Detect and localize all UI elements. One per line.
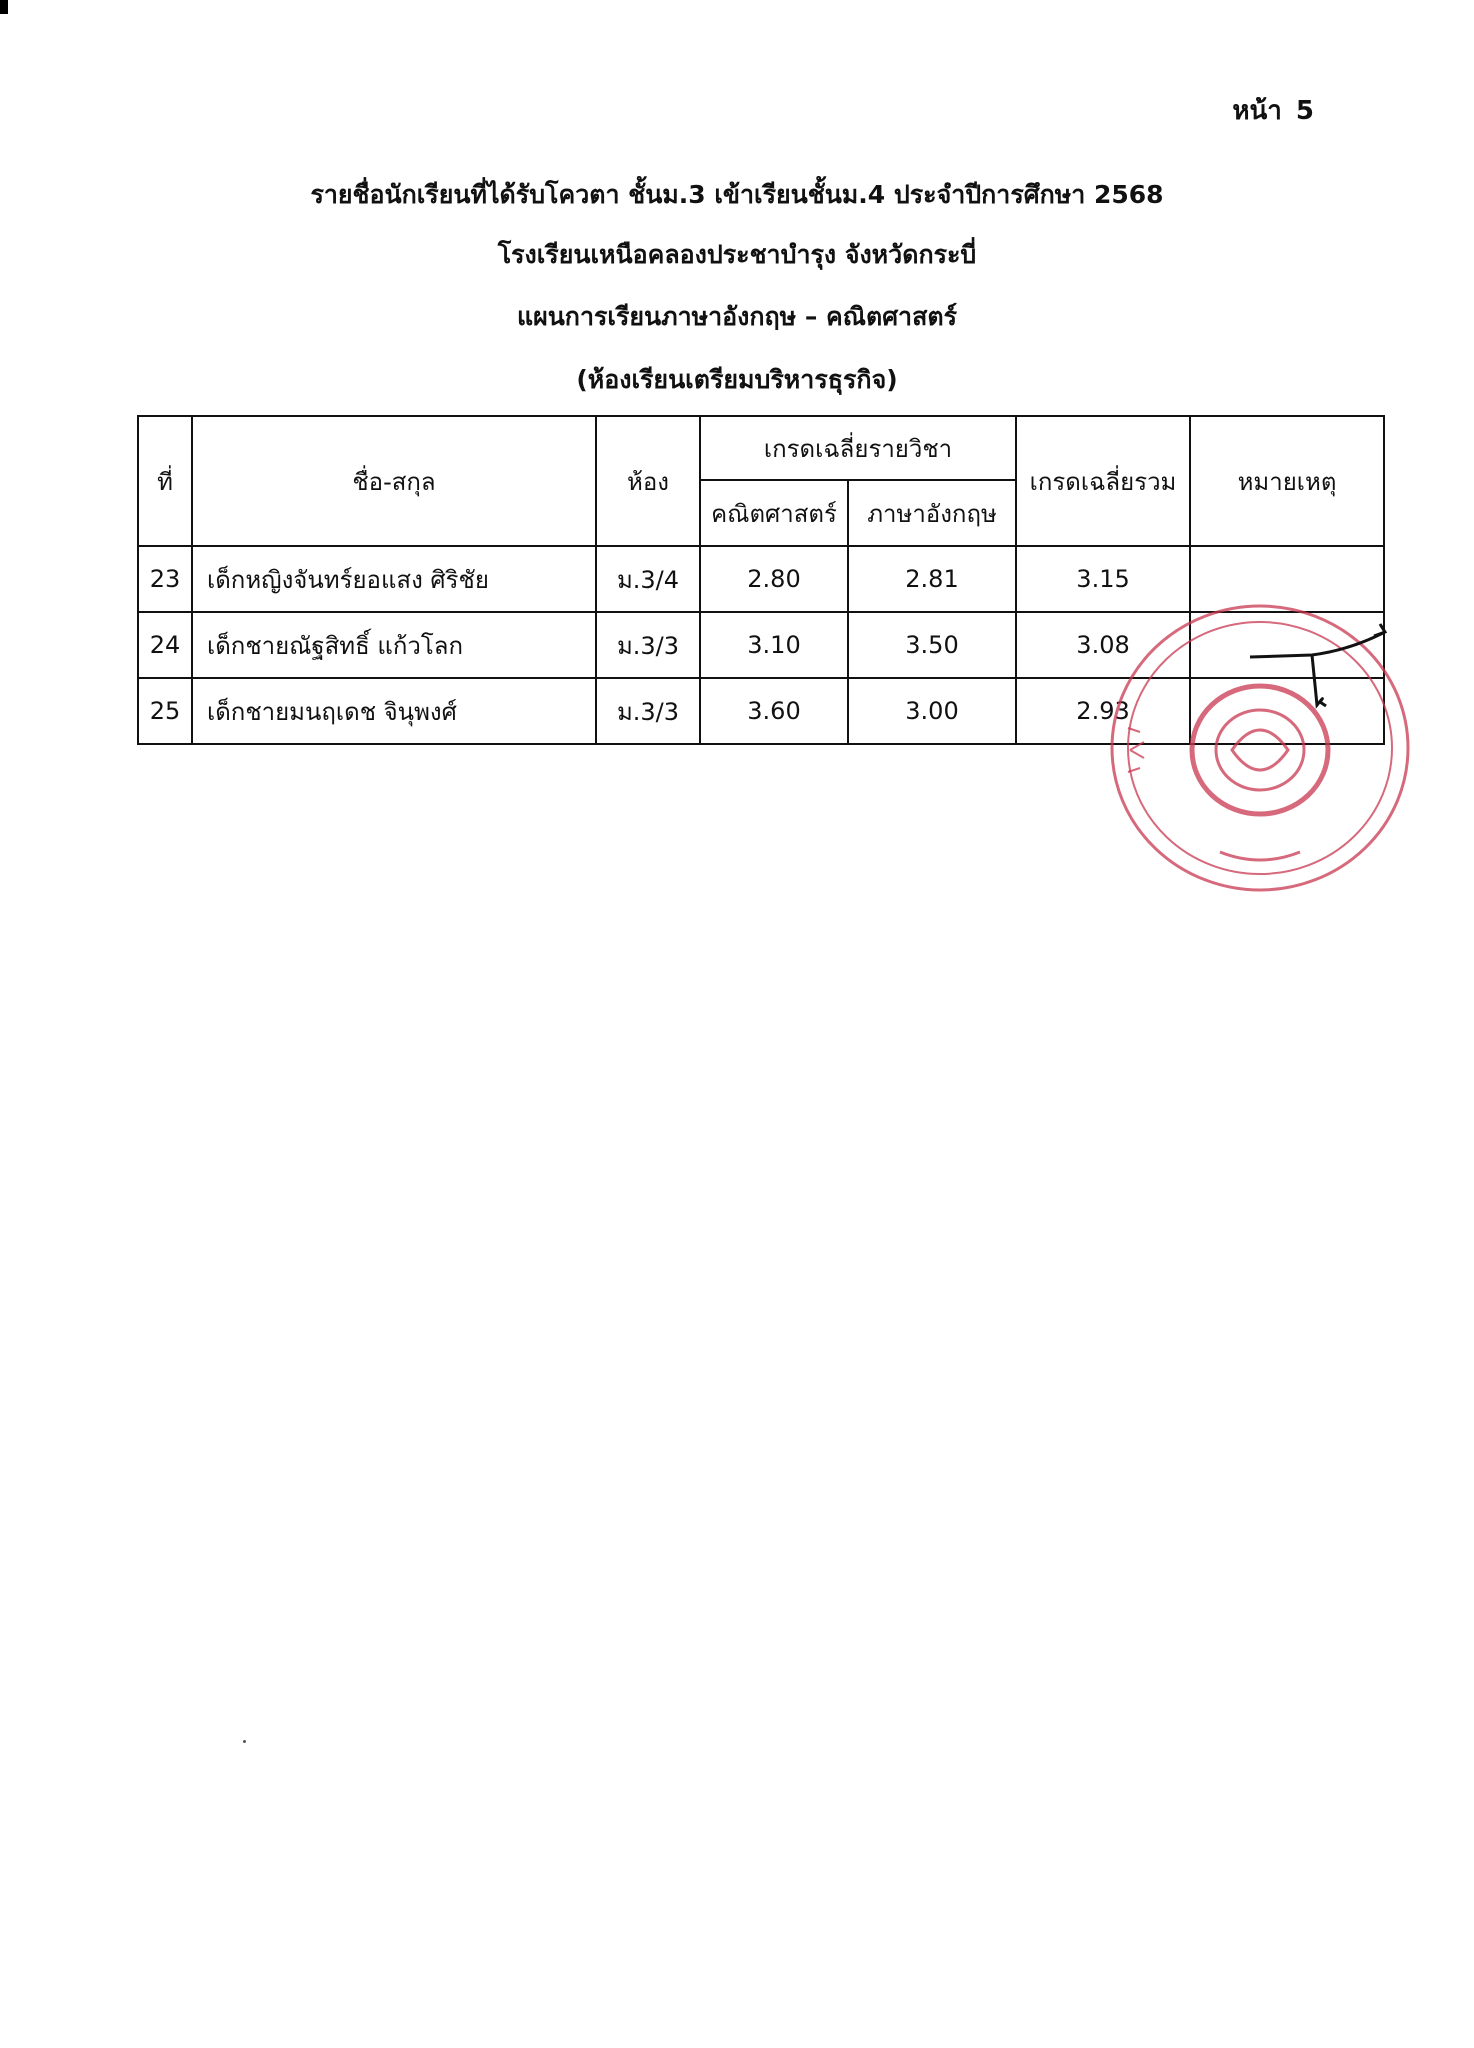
signature-mark [1250,624,1385,706]
cell-english: 3.00 [848,678,1016,744]
header-room: ห้อง [596,416,700,546]
cell-name: เด็กหญิงจันทร์ยอแสง ศิริชัย [192,546,596,612]
header-overall-average: เกรดเฉลี่ยรวม [1016,416,1190,546]
header-remark: หมายเหตุ [1190,416,1384,546]
table-header-row [138,416,1384,480]
school-name: โรงเรียนเหนือคลองประชาบำรุง จังหวัดกระบี่ [497,240,977,269]
cell-no: 24 [138,612,192,678]
cell-math: 3.10 [700,612,848,678]
cell-english: 2.81 [848,546,1016,612]
seal-rings [1112,606,1408,890]
document-title: รายชื่อนักเรียนที่ได้รับโควตา ชั้นม.3 เข้าเรียนชั้นม.4 ประจำปีการศึกษา 2568 [310,180,1164,209]
page-number: หน้า 5 [1232,96,1314,126]
cell-name: เด็กชายณัฐสิทธิ์ แก้วโลก [192,612,596,678]
classroom-type: (ห้องเรียนเตรียมบริหารธุรกิจ) [576,365,898,394]
cell-english: 3.50 [848,612,1016,678]
scan-speck [243,1740,246,1743]
header-subject-average: เกรดเฉลี่ยรายวิชา [700,416,1016,480]
cell-math: 3.60 [700,678,848,744]
cell-math: 2.80 [700,546,848,612]
cell-no: 25 [138,678,192,744]
cell-room: ม.3/4 [596,546,700,612]
cell-no: 23 [138,546,192,612]
header-math: คณิตศาสตร์ [700,480,848,546]
header-name: ชื่อ-สกุล [192,416,596,546]
cell-overall: 3.08 [1016,612,1190,678]
cell-name: เด็กชายมนฤเดช จินุพงศ์ [192,678,596,744]
cell-room: ม.3/3 [596,678,700,744]
school-seal-stamp [1100,600,1420,900]
header-english: ภาษาอังกฤษ [848,480,1016,546]
cell-overall: 3.15 [1016,546,1190,612]
header-no: ที่ [138,416,192,546]
cell-room: ม.3/3 [596,612,700,678]
scan-corner-mark [0,0,8,14]
study-program: แผนการเรียนภาษาอังกฤษ – คณิตศาสตร์ [516,302,958,331]
cell-overall: 2.93 [1016,678,1190,744]
